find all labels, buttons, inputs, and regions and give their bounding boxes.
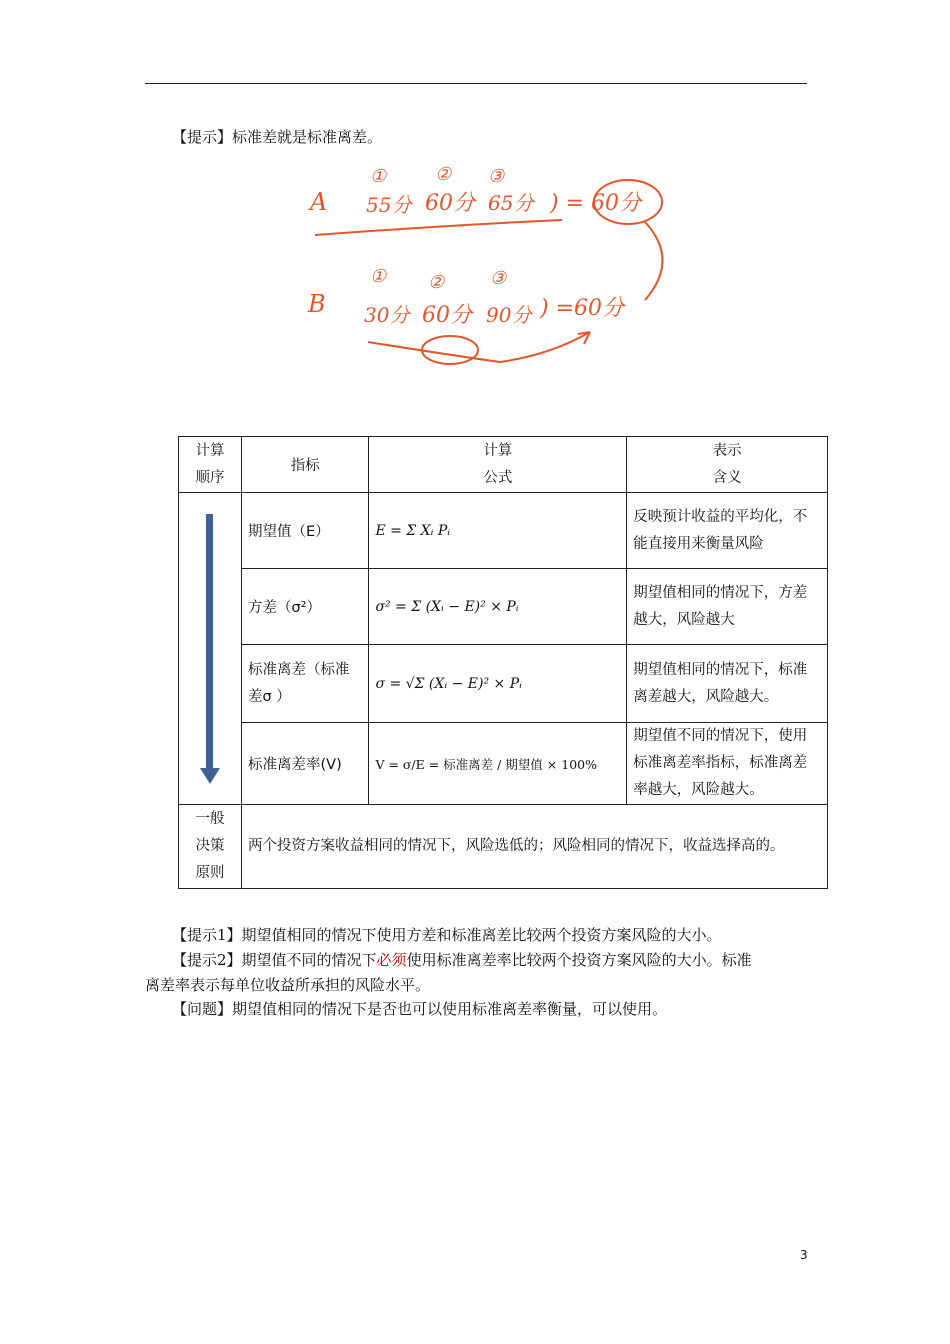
- formula-expected: E = Σ Xᵢ Pᵢ: [369, 493, 627, 569]
- decision-label-line1: 一般: [195, 811, 225, 827]
- hw-a-num-3: ③: [488, 166, 505, 187]
- hw-a-value-2: 60分: [425, 191, 475, 216]
- hw-connector: [645, 222, 663, 300]
- indicator-cv: 标准离差率(V): [242, 723, 369, 805]
- hw-b-num-2: ②: [428, 272, 445, 293]
- hw-b-num-3: ③: [490, 268, 507, 289]
- hw-a-num-2: ②: [435, 164, 452, 185]
- decision-label-line2: 决策: [195, 838, 225, 854]
- tip-2-prefix: 【提示2】期望值不同的情况下: [172, 951, 377, 969]
- decision-text: 两个投资方案收益相同的情况下，风险选低的；风险相同的情况下，收益选择高的。: [242, 805, 828, 889]
- meaning-std: 期望值相同的情况下，标准离差越大，风险越大。: [627, 645, 828, 723]
- decision-label-line3: 原则: [195, 865, 225, 881]
- meaning-variance: 期望值相同的情况下，方差越大，风险越大: [627, 569, 828, 645]
- formula-cv: V = σ/E = 标准离差 / 期望值 × 100%: [369, 723, 627, 805]
- order-arrow-cell: [179, 493, 242, 805]
- header-order: [179, 437, 242, 493]
- table-row: [179, 723, 828, 805]
- header-indicator: 指标: [242, 437, 369, 493]
- indicator-expected: 期望值（E）: [242, 493, 369, 569]
- header-rule: [145, 83, 807, 84]
- header-order-line1: 计算: [195, 442, 225, 459]
- tip-2-suffix: 使用标准离差率比较两个投资方案风险的大小。标准: [406, 951, 752, 969]
- decision-row: [179, 805, 828, 889]
- tip-2: [172, 950, 752, 970]
- header-meaning-line1: 表示: [712, 442, 742, 459]
- formula-std: σ = √Σ (Xᵢ − E)² × Pᵢ: [369, 645, 627, 723]
- meaning-cv: 期望值不同的情况下，使用标准离差率指标，标准离差率越大，风险越大。: [627, 723, 828, 805]
- table-row: [179, 569, 828, 645]
- hw-b-num-1: ①: [370, 266, 387, 287]
- meaning-expected: 反映预计收益的平均化，不能直接用来衡量风险: [627, 493, 828, 569]
- indicator-std: 标准离差（标准差σ ）: [242, 645, 369, 723]
- header-order-line2: 顺序: [195, 469, 225, 486]
- hw-arrow-b: [368, 332, 590, 362]
- hw-a-value-3: 65分: [488, 191, 534, 215]
- down-arrow-icon: [185, 504, 235, 794]
- indicator-variance: 方差（σ²）: [242, 569, 369, 645]
- header-formula-line2: 公式: [483, 469, 513, 486]
- tip-2-line-2: 离差率表示每单位收益所承担的风险水平。: [145, 976, 431, 994]
- question: 【问题】期望值相同的情况下是否也可以使用标准离差率衡量，可以使用。: [172, 1000, 668, 1018]
- hw-row-a-label: A: [310, 188, 328, 216]
- top-tip: 【提示】标准差就是标准离差。: [172, 128, 383, 146]
- hw-a-result: ) = 60分: [550, 191, 641, 216]
- tip-1: 【提示1】期望值相同的情况下使用方差和标准离差比较两个投资方案风险的大小。: [172, 926, 722, 944]
- table-row: [179, 645, 828, 723]
- hw-circle-b: [422, 336, 478, 364]
- handwritten-annotation: [300, 150, 680, 380]
- hw-b-value-3: 90分: [486, 303, 532, 327]
- hw-a-num-1: ①: [370, 166, 387, 187]
- risk-indicator-table: [178, 436, 828, 889]
- hw-row-b-label: B: [308, 290, 326, 318]
- tip-2-emphasis: 必须: [376, 951, 407, 969]
- decision-label: [179, 805, 242, 889]
- header-meaning-line2: 含义: [712, 469, 742, 486]
- table-row: [179, 493, 828, 569]
- header-formula-line1: 计算: [483, 442, 513, 459]
- hw-b-value-2: 60分: [422, 303, 472, 328]
- hw-b-result: ) =60分: [540, 296, 625, 321]
- hw-a-value-1: 55分: [366, 193, 412, 217]
- page-number: 3: [800, 1248, 808, 1262]
- formula-variance: σ² = Σ (Xᵢ − E)² × Pᵢ: [369, 569, 627, 645]
- header-formula: [369, 437, 627, 493]
- table-header-row: [179, 437, 828, 493]
- hw-b-value-1: 30分: [364, 303, 410, 327]
- header-meaning: [627, 437, 828, 493]
- hw-underline-a: [315, 220, 562, 235]
